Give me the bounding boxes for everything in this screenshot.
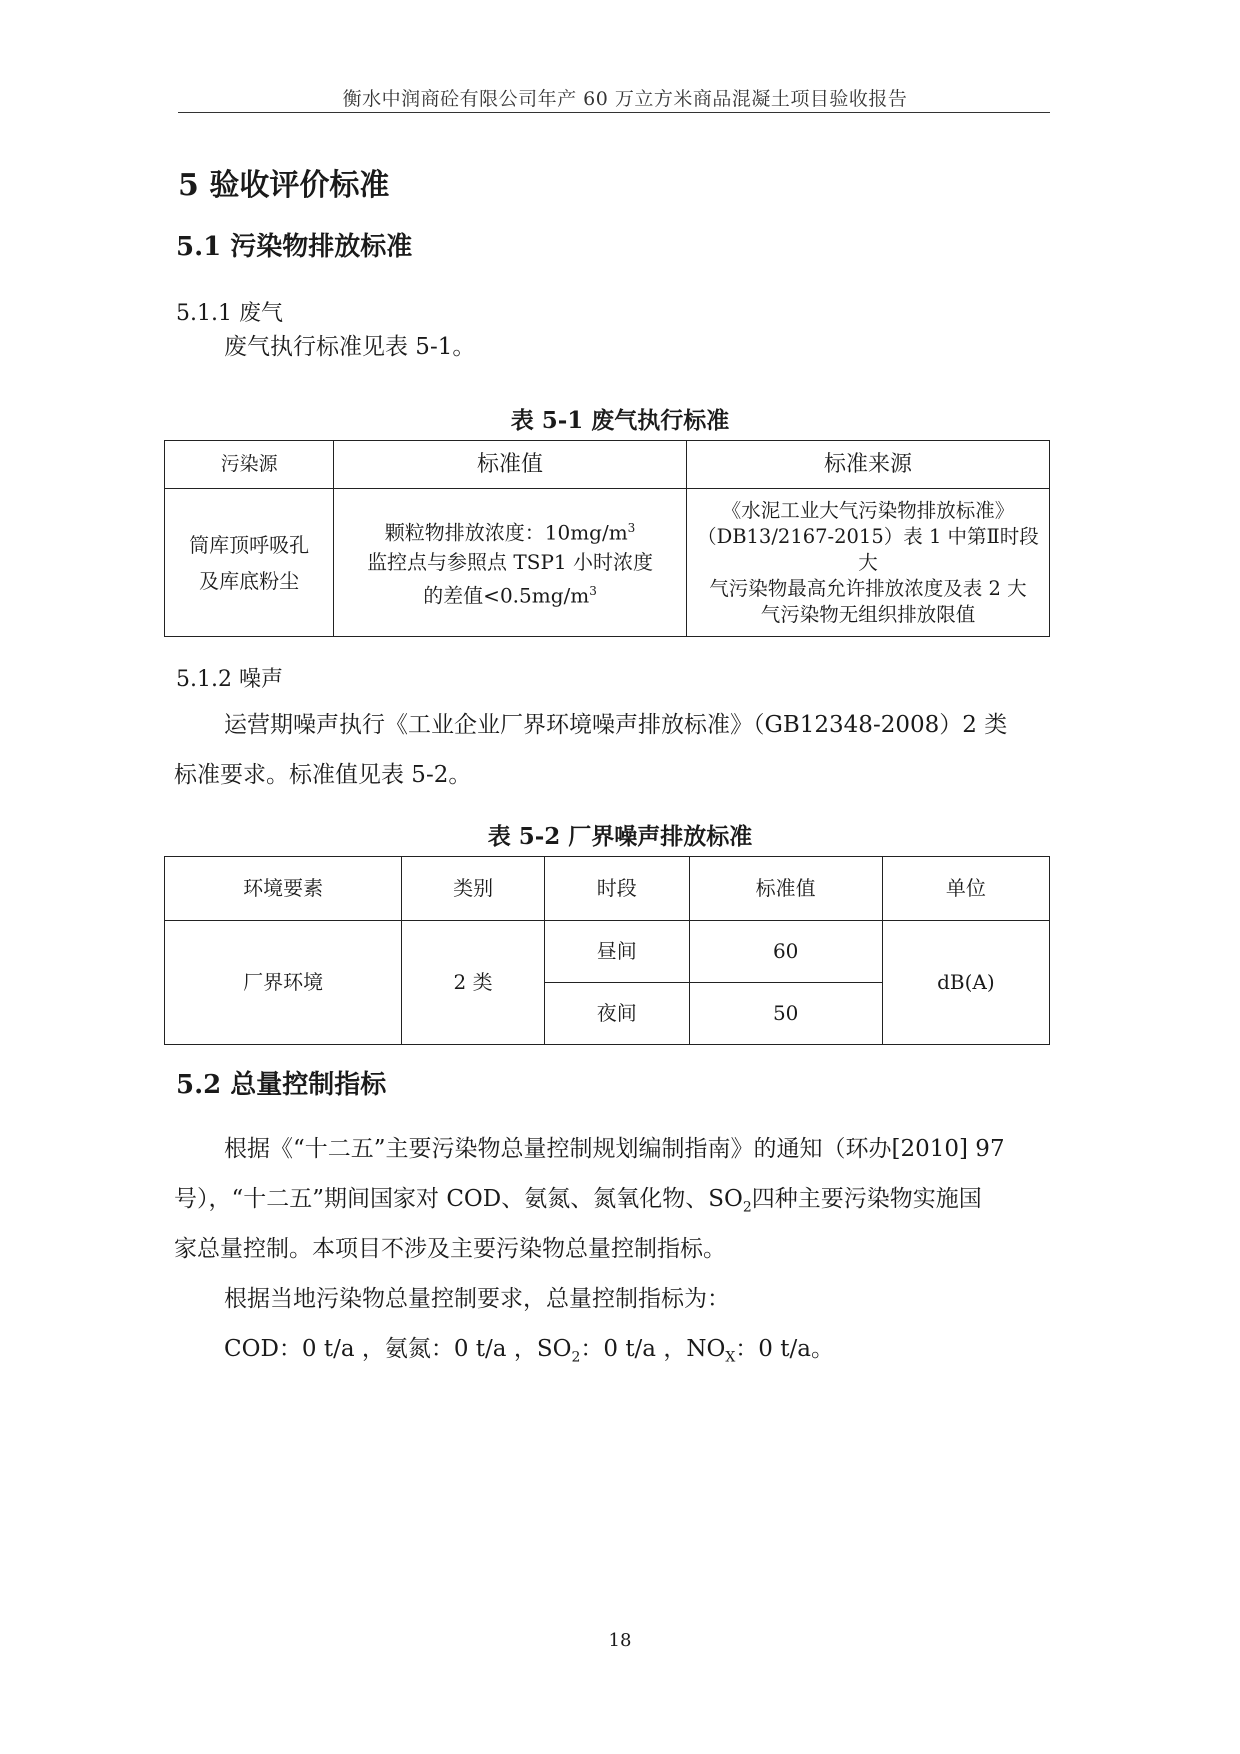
indicator-nox-a: NO: [686, 1336, 726, 1362]
origin-line-3: 气污染物最高允许排放浓度及表 2 大: [709, 576, 1027, 600]
table-5-2-cell-period-night: 夜间: [544, 983, 689, 1045]
source-line-2: 及库底粉尘: [199, 568, 300, 593]
source-line-1: 筒库顶呼吸孔: [189, 532, 310, 557]
table-5-1-cell-source: [165, 489, 334, 637]
running-header: 衡水中润商砼有限公司年产 60 万立方米商品混凝土项目验收报告: [342, 88, 908, 110]
total-para-line-2-sub: 2: [742, 1199, 752, 1216]
section-5-1-1-heading: 5.1.1 废气: [176, 301, 283, 326]
section-5-1-heading: 5.1 污染物排放标准: [176, 232, 413, 262]
noise-para-line-2: 标准要求。标准值见表 5-2。: [174, 762, 472, 788]
value-line-1-sup: 3: [627, 521, 636, 536]
value-line-1: 颗粒物排放浓度：10mg/m: [384, 521, 628, 545]
table-5-1-cell-value: [334, 489, 687, 637]
value-line-3: 的差值<0.5mg/m: [423, 583, 590, 608]
table-5-2-cell-element: 厂界环境: [165, 921, 402, 1045]
total-para-line-3: 家总量控制。本项目不涉及主要污染物总量控制指标。: [174, 1236, 726, 1262]
page-number: 18: [608, 1630, 632, 1651]
table-5-1-header-source: 污染源: [165, 441, 334, 489]
value-line-2: 监控点与参照点 TSP1 小时浓度: [367, 550, 653, 574]
section-5-1-2-heading: 5.1.2 噪声: [176, 667, 283, 692]
total-para-line-2-b: 四种主要污染物实施国: [751, 1186, 982, 1212]
table-5-2-header-value: 标准值: [689, 857, 882, 921]
indicator-nox-sub: X: [725, 1349, 736, 1366]
table-5-2: [164, 856, 1050, 1045]
value-line-3-sup: 3: [589, 584, 597, 598]
noise-para-line-1: 运营期噪声执行《工业企业厂界环境噪声排放标准》（GB12348-2008）2 类: [224, 712, 1008, 738]
indicator-so2-b: ：0 t/a ，: [580, 1336, 687, 1362]
origin-line-4: 气污染物无组织排放限值: [760, 602, 976, 626]
section-5-2-heading: 5.2 总量控制指标: [176, 1070, 387, 1100]
indicator-cod: COD：0 t/a ，: [224, 1336, 385, 1362]
waste-gas-intro: 废气执行标准见表 5-1。: [224, 334, 476, 360]
total-para-line-2-a: 号），“十二五”期间国家对 COD、氨氮、氮氧化物、SO: [174, 1186, 743, 1212]
table-5-1: [164, 440, 1050, 637]
table-5-2-caption: 表 5-2 厂界噪声排放标准: [487, 823, 753, 850]
origin-line-1: 《水泥工业大气污染物排放标准》: [721, 498, 1015, 522]
indicator-so2-a: SO: [536, 1336, 572, 1362]
table-5-1-header-value: 标准值: [334, 441, 687, 489]
table-5-2-cell-category: 2 类: [402, 921, 545, 1045]
table-5-2-cell-value-day: 60: [689, 921, 882, 983]
header-rule: [178, 112, 1050, 113]
table-5-1-caption: 表 5-1 废气执行标准: [510, 407, 730, 434]
indicator-so2-sub: 2: [571, 1349, 581, 1366]
table-row: [165, 921, 1050, 983]
table-5-2-cell-period-day: 昼间: [544, 921, 689, 983]
table-5-2-header-category: 类别: [402, 857, 545, 921]
table-5-2-header-element: 环境要素: [165, 857, 402, 921]
total-para-2: 根据当地污染物总量控制要求，总量控制指标为：: [224, 1286, 730, 1312]
table-5-2-cell-unit: dB(A): [882, 921, 1049, 1045]
total-indicators: [224, 1324, 834, 1384]
indicator-nh3: 氨氮：0 t/a ，: [384, 1336, 537, 1362]
total-para-line-1: 根据《“十二五”主要污染物总量控制规划编制指南》的通知（环办[2010] 97: [224, 1136, 1005, 1162]
indicator-nox-b: ：0 t/a。: [735, 1336, 834, 1362]
table-5-1-header-origin: 标准来源: [686, 441, 1049, 489]
table-5-2-header-period: 时段: [544, 857, 689, 921]
origin-line-2: （DB13/2167-2015）表 1 中第Ⅱ时段大: [697, 524, 1039, 574]
table-5-2-header-unit: 单位: [882, 857, 1049, 921]
table-row: [165, 489, 1050, 637]
section-5-heading: 5 验收评价标准: [178, 168, 390, 203]
table-5-2-cell-value-night: 50: [689, 983, 882, 1045]
table-5-1-cell-origin: [686, 489, 1049, 637]
